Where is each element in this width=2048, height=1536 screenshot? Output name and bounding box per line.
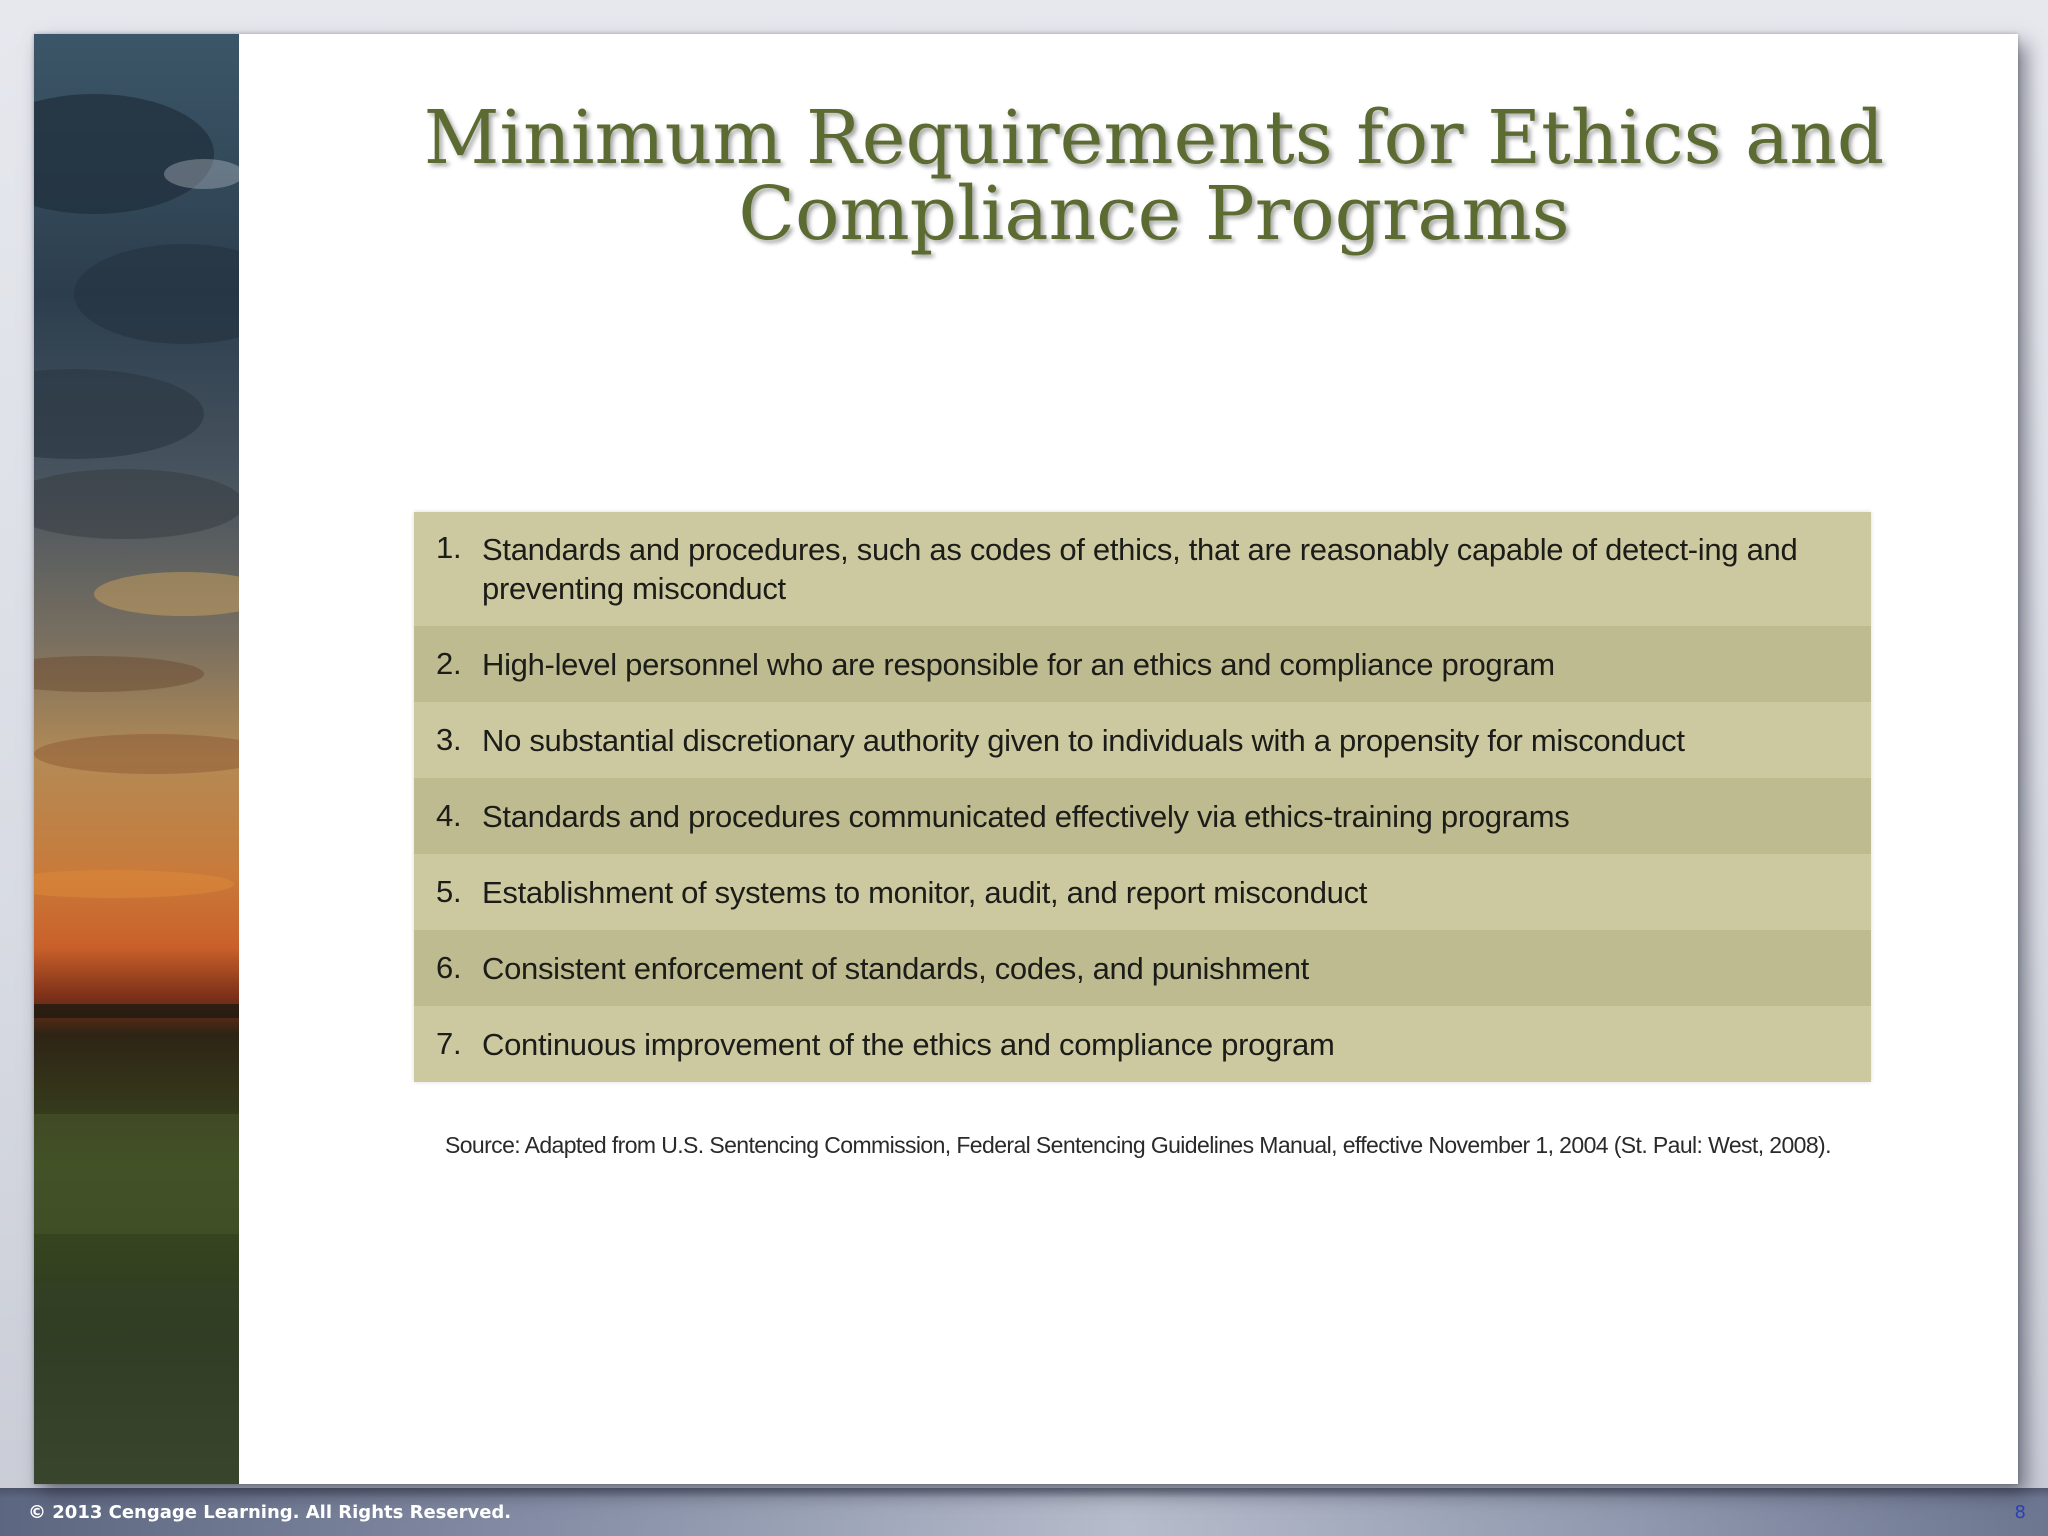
requirement-row (414, 854, 1871, 930)
requirement-number: 7. (436, 1026, 462, 1061)
requirement-number: 6. (436, 950, 462, 985)
requirement-number: 4. (436, 798, 462, 833)
requirement-number: 2. (436, 646, 462, 681)
requirement-text: Standards and procedures, such as codes of ethics, that are reasonably capable of detect-ing and preventing misconduct (482, 532, 1798, 606)
requirement-number: 3. (436, 722, 462, 757)
slide-title: Minimum Requirements for Ethics and Compliance Programs (423, 95, 1885, 257)
requirement-row (414, 1006, 1871, 1082)
source-citation: Source: Adapted from U.S. Sentencing Commission, Federal Sentencing Guidelines Manual, effective November 1, 2004 (St. Paul: West, 2008). (445, 1132, 1831, 1158)
requirement-row (414, 930, 1871, 1006)
copyright-notice: © 2013 Cengage Learning. All Rights Reserved. (28, 1502, 512, 1523)
sunset-field-photo (34, 34, 239, 1484)
requirement-row (414, 778, 1871, 854)
slide-canvas (34, 34, 2018, 1484)
requirement-number: 5. (436, 874, 462, 909)
requirement-number: 1. (436, 530, 462, 565)
requirement-text: Standards and procedures communicated effectively via ethics-training programs (482, 798, 1570, 834)
requirement-text: Establishment of systems to monitor, audit, and report misconduct (482, 874, 1368, 910)
requirements-table (414, 512, 1871, 1082)
requirement-row (414, 626, 1871, 702)
page-number: 8 (2014, 1502, 2026, 1523)
requirement-row (414, 512, 1871, 626)
requirement-row (414, 702, 1871, 778)
requirement-text: High-level personnel who are responsible for an ethics and compliance program (482, 646, 1555, 682)
requirement-text: No substantial discretionary authority given to individuals with a propensity for misconduct (482, 722, 1685, 758)
requirement-text: Continuous improvement of the ethics and compliance program (482, 1026, 1335, 1062)
requirement-text: Consistent enforcement of standards, codes, and punishment (482, 950, 1309, 986)
